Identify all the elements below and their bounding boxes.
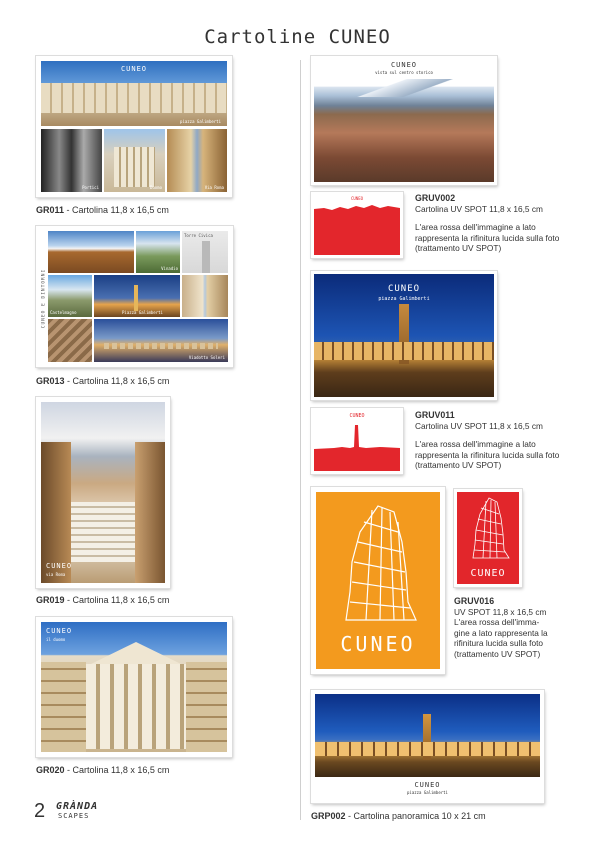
desc-line: (trattamento UV SPOT): [454, 648, 541, 659]
desc-line: L'area rossa dell'imma-: [454, 617, 540, 627]
photo-title: CUNEO: [120, 65, 148, 73]
uv-thumb-gruv011: [311, 408, 403, 474]
thumb-text: CUNEO: [350, 196, 364, 201]
poster-title: CUNEO: [340, 632, 416, 656]
desc-line: L'area rossa dell'immagine a lato: [415, 439, 536, 449]
photo-title: CUNEO: [46, 562, 73, 570]
viaduct-photo: [94, 319, 228, 362]
postcard-gruv016[interactable]: [311, 487, 445, 674]
duomo-photo: [104, 129, 165, 192]
sub-label: Torre Civica: [184, 233, 213, 238]
street-photo: [182, 275, 228, 317]
photo-title: CUNEO: [387, 284, 421, 294]
thumb-text: CUNEO: [349, 413, 365, 419]
caption-gruv016: [454, 596, 584, 659]
caption-gruv011: [415, 410, 585, 471]
caption-gr019: [36, 595, 169, 605]
thumb-text: CUNEO: [470, 568, 506, 579]
postcard-gruv011[interactable]: [311, 271, 497, 400]
postcard-gr019[interactable]: [36, 397, 170, 588]
product-desc: - Cartolina 11,8 x 16,5 cm: [64, 376, 170, 386]
product-code: GRUV016: [454, 596, 495, 606]
uv-mask-shape: [314, 411, 400, 471]
desc-line: (trattamento UV SPOT): [415, 243, 502, 253]
page-number: 2: [34, 800, 46, 822]
desc-line: gine a lato rappresenta la: [454, 627, 548, 638]
desc-line: (trattamento UV SPOT): [415, 460, 502, 470]
product-code: GR020: [36, 765, 65, 775]
product-code: GRUV002: [415, 193, 456, 203]
photo-title: CUNEO: [390, 61, 418, 69]
postcard-gruv002[interactable]: [311, 56, 497, 185]
side-text: CUNEO E DINTORNI: [41, 268, 47, 329]
uv-mask-shape: [314, 195, 400, 255]
rooftops-photo: [48, 319, 92, 362]
postcard-gr011[interactable]: [36, 56, 232, 197]
duomo-photo: [41, 622, 227, 752]
photo-subtitle: via Roma: [46, 572, 66, 577]
column-divider: [300, 60, 301, 820]
product-desc: - Cartolina 11,8 x 16,5 cm: [64, 595, 170, 605]
product-code: GR013: [36, 376, 65, 386]
torre-civica-photo: [182, 231, 228, 273]
uv-thumb-gruv016: [454, 489, 522, 587]
photo-subtitle: vista sul centro storico: [375, 70, 433, 75]
product-code: GR011: [36, 205, 65, 215]
caption-gr011: [36, 205, 169, 215]
pediment: [91, 642, 181, 664]
postcard-grp002[interactable]: [311, 690, 544, 803]
product-size: UV SPOT 11,8 x 16,5 cm: [454, 606, 547, 617]
piazza-photo: [41, 61, 227, 126]
product-desc: - Cartolina 11,8 x 16,5 cm: [64, 205, 169, 215]
photo-subtitle: piazza Galimberti: [378, 296, 430, 302]
product-size: Cartolina UV SPOT 11,8 x 16,5 cm: [415, 203, 543, 214]
photo-subtitle: piazza Galimberti: [407, 790, 448, 795]
desc-line: rappresenta la rifinitura lucida sulla foto: [415, 449, 560, 460]
page-title: Cartoline CUNEO: [204, 26, 391, 48]
product-code: GRUV011: [415, 410, 455, 420]
sub-label: Portici: [82, 185, 99, 190]
orange-poster: [316, 492, 440, 669]
portici-photo: [41, 129, 102, 192]
sub-label: Piazza Galimberti: [122, 310, 163, 315]
castelmagno-photo: [48, 275, 92, 317]
piazza-night-photo: [94, 275, 180, 317]
sub-label: Via Roma: [204, 185, 224, 190]
product-size: Cartolina UV SPOT 11,8 x 16,5 cm: [415, 420, 543, 431]
panorama-photo: [48, 231, 134, 273]
sub-label: Duomo: [149, 185, 162, 190]
sub-label: Viadotto Soleri: [188, 355, 225, 360]
photo-subtitle: piazza Galimberti: [180, 119, 221, 124]
desc-line: rappresenta la rifinitura lucida sulla foto: [415, 232, 560, 243]
postcard-gr020[interactable]: [36, 617, 232, 757]
piazza-night-photo: [314, 274, 494, 397]
caption-grp002: [311, 811, 486, 821]
product-desc: - Cartolina panoramica 10 x 21 cm: [345, 811, 486, 821]
caption-gruv002: [415, 193, 585, 254]
sub-label: Castelmagno: [50, 310, 77, 315]
uv-thumb-gruv002: [311, 192, 403, 258]
caption-gr020: [36, 765, 169, 775]
postcard-gr013[interactable]: [36, 226, 233, 367]
photo-subtitle: il duomo: [46, 637, 66, 642]
product-desc: - Cartolina 11,8 x 16,5 cm: [64, 765, 170, 775]
piazza-panorama-photo: [315, 694, 540, 777]
centro-storico-photo: [314, 59, 494, 182]
photo-title: CUNEO: [414, 781, 441, 789]
caption-gr013: [36, 376, 169, 386]
desc-line: rifinitura lucida sulla foto: [454, 638, 544, 648]
desc-line: L'area rossa dell'immagine a lato: [415, 222, 536, 232]
brand-sub: SCAPES: [58, 812, 90, 820]
photo-title: CUNEO: [46, 627, 73, 635]
building-row: [41, 83, 227, 113]
product-code: GR019: [36, 595, 65, 605]
brand-logo: GRÀNDA: [56, 801, 99, 812]
via-roma-photo: [167, 129, 227, 192]
castle-photo: [136, 231, 180, 273]
sub-label: Vinadio: [161, 266, 178, 271]
product-code: GRP002: [311, 811, 346, 821]
via-roma-photo: [41, 402, 165, 583]
